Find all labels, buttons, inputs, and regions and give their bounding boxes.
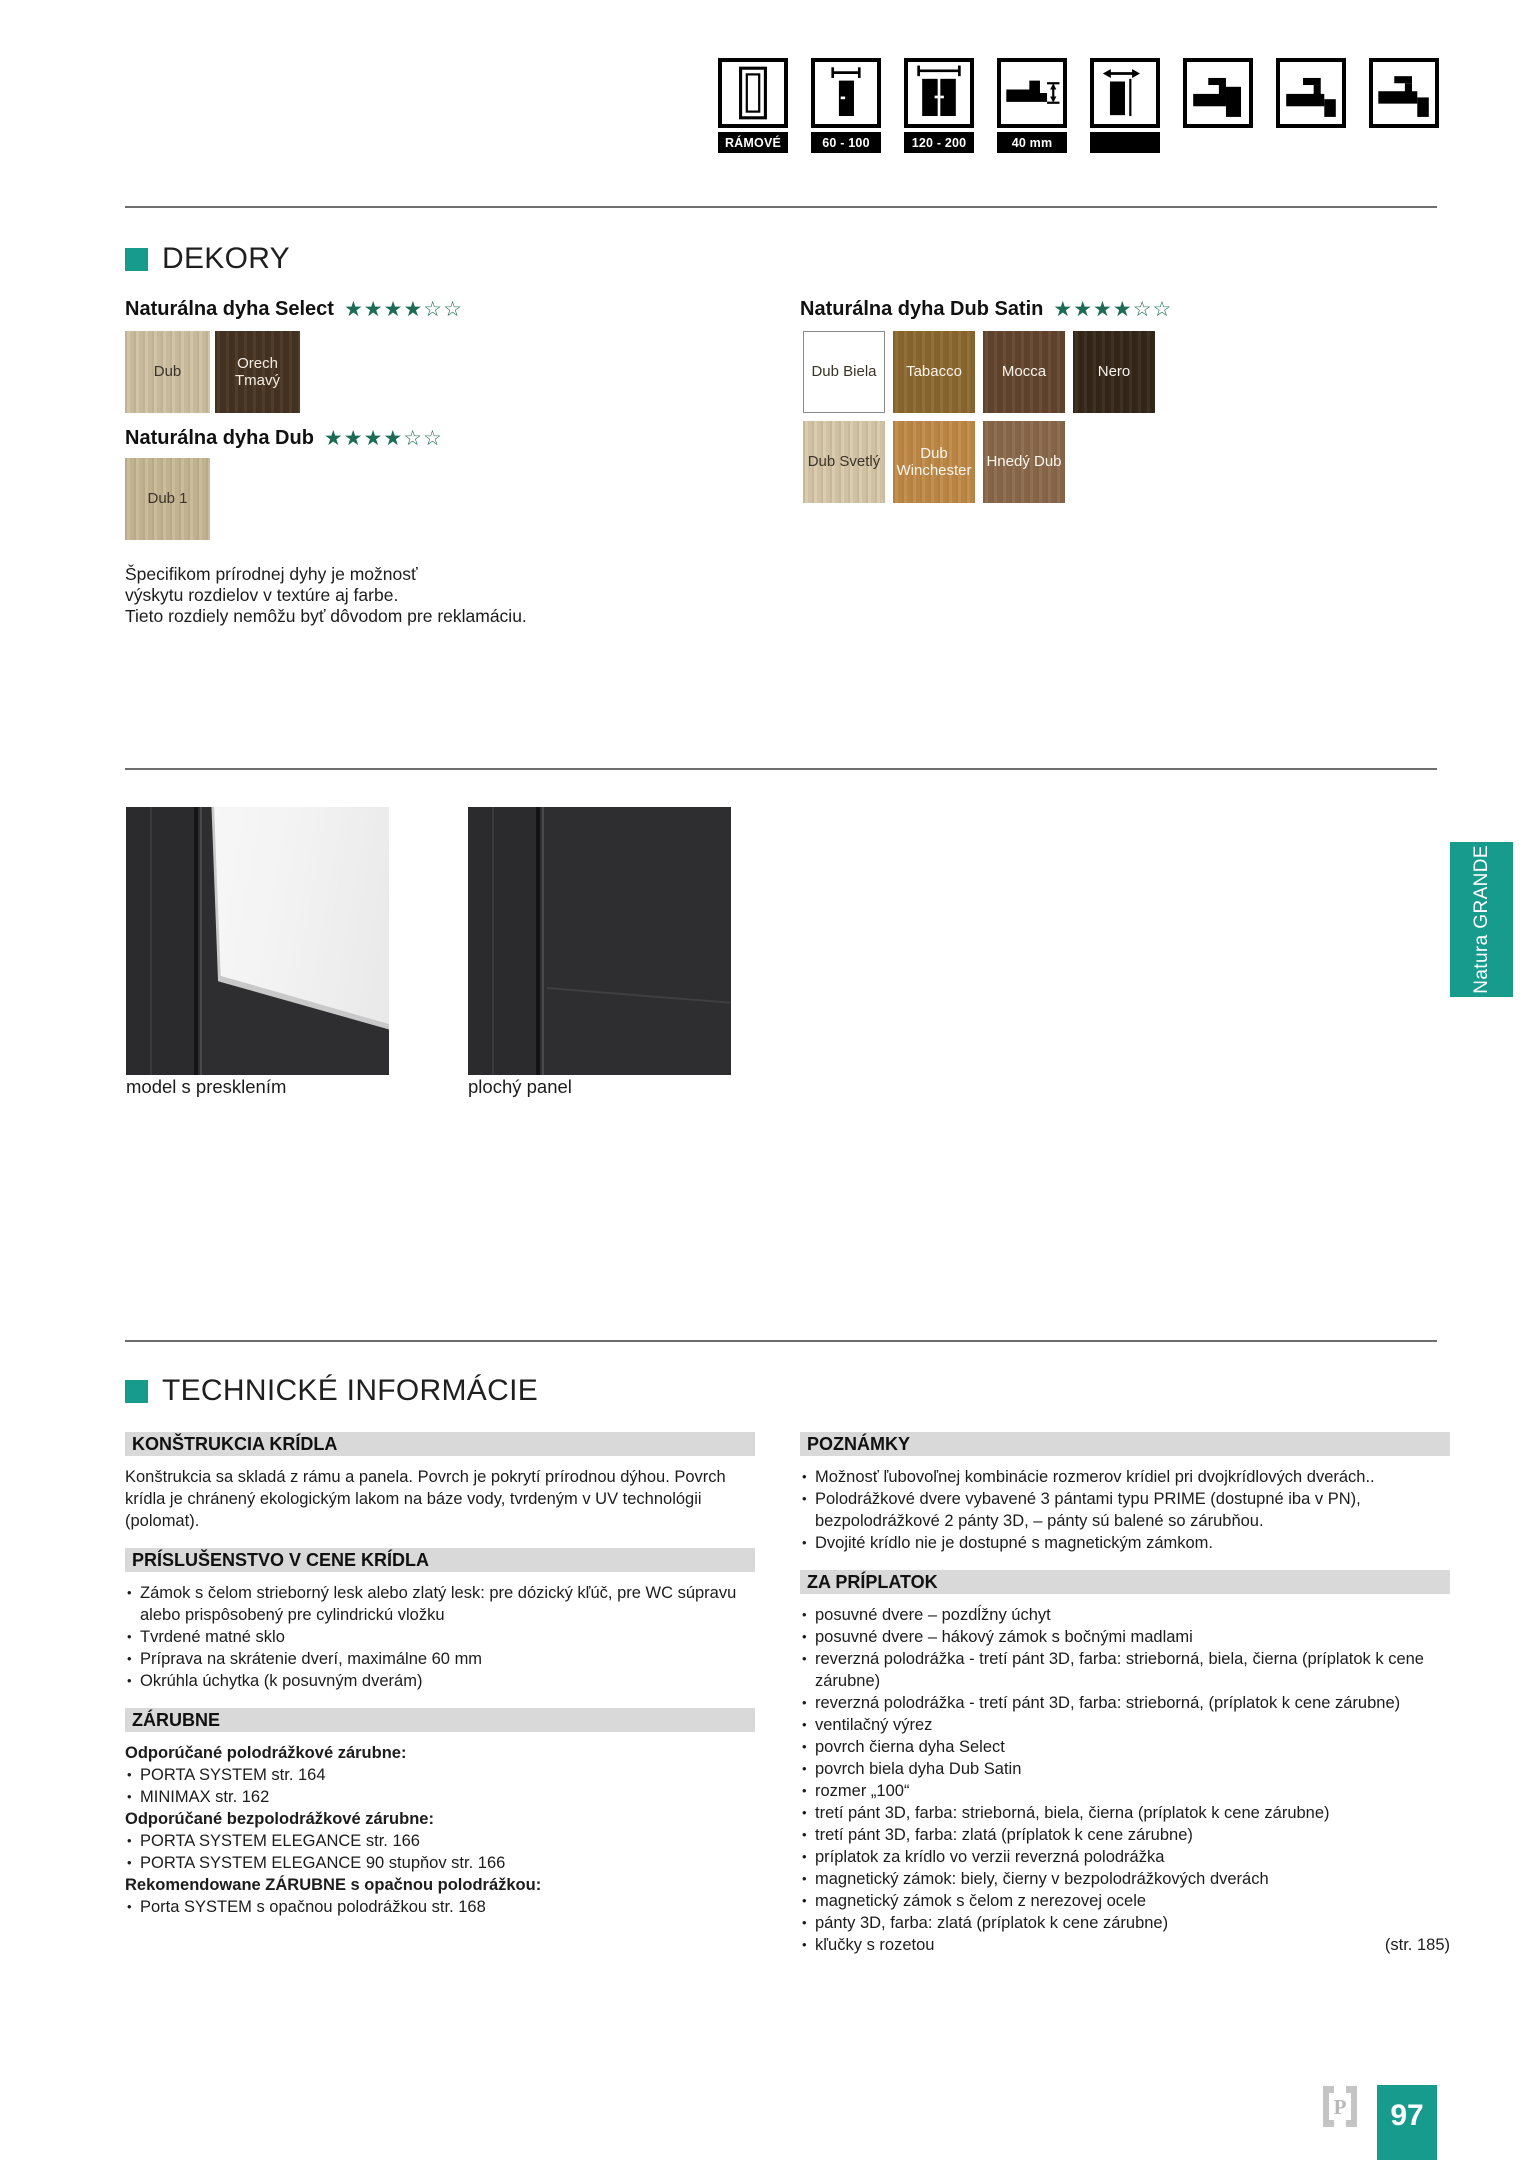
swatch-nero: Nero bbox=[1073, 331, 1155, 413]
subsection-bar: ZA PRÍPLATOK bbox=[800, 1570, 1450, 1594]
photo-flat-panel bbox=[468, 807, 731, 1075]
teal-square-icon bbox=[125, 1380, 148, 1403]
icon-cell bbox=[1090, 58, 1160, 153]
list-item: • povrch čierna dyha Select bbox=[800, 1736, 1450, 1758]
swatch-mocca: Mocca bbox=[983, 331, 1065, 413]
svg-text:P: P bbox=[1333, 2095, 1347, 2119]
icon-label: 60 - 100 bbox=[811, 132, 881, 153]
swatch-dub-svetly: Dub Svetlý bbox=[803, 421, 885, 503]
list-item: • tretí pánt 3D, farba: strieborná, biela, čierna (príplatok k cene zárubne) bbox=[800, 1802, 1450, 1824]
star-rating: ★★★★☆☆ bbox=[323, 427, 443, 450]
subsection-bar: POZNÁMKY bbox=[800, 1432, 1450, 1456]
list-item: • Polodrážkové dvere vybavené 3 pántami typu PRIME (dostupné iba v PN), bezpolodrážkové 2 pánty 3D, – pánty sú balené so zárubňou. bbox=[800, 1488, 1450, 1532]
divider bbox=[125, 1340, 1437, 1342]
list-item: • Okrúhla úchytka (k posuvným dverám) bbox=[125, 1670, 755, 1692]
icon-label: 120 - 200 bbox=[904, 132, 974, 153]
group-label-dub bbox=[125, 427, 443, 450]
list-item: • posuvné dvere – pozdĺžny úchyt bbox=[800, 1604, 1450, 1626]
page-reference: (str. 185) bbox=[1384, 1936, 1450, 1954]
list-item: • príplatok za krídlo vo verzii reverzná polodrážka bbox=[800, 1846, 1450, 1868]
list-item: • MINIMAX str. 162 bbox=[125, 1786, 755, 1808]
series-tab-natura-grande: Natura GRANDE bbox=[1450, 842, 1513, 997]
list-item: • PORTA SYSTEM ELEGANCE 90 stupňov str. 166 bbox=[125, 1852, 755, 1874]
single-door-width-icon bbox=[811, 58, 881, 128]
section-title: TECHNICKÉ INFORMÁCIE bbox=[162, 1374, 539, 1407]
list-item: • tretí pánt 3D, farba: zlatá (príplatok k cene zárubne) bbox=[800, 1824, 1450, 1846]
star-rating: ★★★★☆☆ bbox=[343, 298, 463, 321]
bullet-list bbox=[125, 1764, 755, 1808]
group-name: Naturálna dyha Dub Satin bbox=[800, 298, 1044, 320]
list-item: • PORTA SYSTEM ELEGANCE str. 166 bbox=[125, 1830, 755, 1852]
divider bbox=[125, 206, 1437, 208]
list-item: • reverzná polodrážka - tretí pánt 3D, farba: strieborná, (príplatok k cene zárubne) bbox=[800, 1692, 1450, 1714]
bullet-list bbox=[125, 1582, 755, 1692]
divider bbox=[125, 768, 1437, 770]
icon-label: RÁMOVÉ bbox=[718, 132, 788, 153]
subsection-bar: KONŠTRUKCIA KRÍDLA bbox=[125, 1432, 755, 1456]
bullet-list bbox=[800, 1604, 1450, 1956]
subsection-bar: PRÍSLUŠENSTVO V CENE KRÍDLA bbox=[125, 1548, 755, 1572]
dekory-heading bbox=[125, 242, 290, 276]
icon-cell bbox=[718, 58, 788, 153]
list-item: • Tvrdené matné sklo bbox=[125, 1626, 755, 1648]
tech-heading bbox=[125, 1374, 538, 1408]
list-item: • Dvojité krídlo nie je dostupné s magnetickým zámkom. bbox=[800, 1532, 1450, 1554]
list-item: • rozmer „100“ bbox=[800, 1780, 1450, 1802]
rebate-profile-c-icon bbox=[1369, 58, 1439, 128]
icon-label: 40 mm bbox=[997, 132, 1067, 153]
icon-cell bbox=[1369, 58, 1439, 128]
bullet-list bbox=[125, 1830, 755, 1874]
list-item: • posuvné dvere – hákový zámok s bočnými madlami bbox=[800, 1626, 1450, 1648]
group-name: Naturálna dyha Dub bbox=[125, 427, 314, 449]
group-name: Naturálna dyha Select bbox=[125, 298, 334, 320]
swatch-hnedy-dub: Hnedý Dub bbox=[983, 421, 1065, 503]
icon-cell bbox=[811, 58, 881, 153]
photo-caption: model s presklením bbox=[126, 1076, 287, 1097]
list-item: • reverzná polodrážka - tretí pánt 3D, farba: strieborná, biela, čierna (príplatok k cene zárubne) bbox=[800, 1648, 1450, 1692]
star-rating: ★★★★☆☆ bbox=[1053, 298, 1173, 321]
group-label-select bbox=[125, 298, 463, 321]
photo-glazed-model bbox=[126, 807, 389, 1075]
bullet-list bbox=[125, 1896, 755, 1918]
double-door-width-icon bbox=[904, 58, 974, 128]
list-item: • PORTA SYSTEM str. 164 bbox=[125, 1764, 755, 1786]
list-item: • ventilačný výrez bbox=[800, 1714, 1450, 1736]
subhead: Rekomendowane ZÁRUBNE s opačnou polodrážkou: bbox=[125, 1876, 542, 1894]
teal-square-icon bbox=[125, 248, 148, 271]
section-title: DEKORY bbox=[162, 242, 290, 275]
list-item: • Príprava na skrátenie dverí, maximálne 60 mm bbox=[125, 1648, 755, 1670]
page-number-badge: 97 bbox=[1377, 2085, 1437, 2160]
group-label-dub-satin bbox=[800, 298, 1172, 321]
icon-cell bbox=[997, 58, 1067, 153]
bullet-list bbox=[800, 1466, 1450, 1554]
rebate-profile-b-icon bbox=[1276, 58, 1346, 128]
sliding-door-icon bbox=[1090, 58, 1160, 128]
swatch-orech-tmavy: Orech Tmavý bbox=[215, 331, 300, 413]
paragraph: Konštrukcia sa skladá z rámu a panela. Povrch je pokrytí prírodnou dýhou. Povrch krídla je chránený ekologickým lakom na báze vody, tvrdeným v UV technológii (polomat). bbox=[125, 1468, 726, 1530]
subhead: Odporúčané bezpolodrážkové zárubne: bbox=[125, 1810, 434, 1828]
porta-logo bbox=[1320, 2083, 1360, 2130]
list-item: • Možnosť ľubovoľnej kombinácie rozmerov krídiel pri dvojkrídlových dverách.. bbox=[800, 1466, 1450, 1488]
list-item: • magnetický zámok s čelom z nerezovej ocele bbox=[800, 1890, 1450, 1912]
door-frame-icon bbox=[718, 58, 788, 128]
door-thickness-icon bbox=[997, 58, 1067, 128]
swatch-tabacco: Tabacco bbox=[893, 331, 975, 413]
list-item-with-page-ref: • kľučky s rozetou (str. 185) bbox=[800, 1934, 1450, 1956]
icon-cell bbox=[1276, 58, 1346, 128]
tech-right-column bbox=[800, 1432, 1450, 1956]
rebate-profile-a-icon bbox=[1183, 58, 1253, 128]
list-item: • povrch biela dyha Dub Satin bbox=[800, 1758, 1450, 1780]
list-item: • magnetický zámok: biely, čierny v bezpolodrážkových dverách bbox=[800, 1868, 1450, 1890]
swatch-dub-1: Dub 1 bbox=[125, 458, 210, 540]
veneer-note: Špecifikom prírodnej dyhy je možnosť výskytu rozdielov v textúre aj farbe. Tieto rozdiely nemôžu byť dôvodom pre reklamáciu. bbox=[125, 564, 527, 626]
photo-caption: plochý panel bbox=[468, 1076, 572, 1097]
subhead: Odporúčané polodrážkové zárubne: bbox=[125, 1744, 407, 1762]
swatch-dub-biela: Dub Biela bbox=[803, 331, 885, 413]
icon-label bbox=[1090, 132, 1160, 153]
icon-cell bbox=[904, 58, 974, 153]
list-item: • Zámok s čelom strieborný lesk alebo zlatý lesk: pre dózický kľúč, pre WC súpravu alebo prispôsobený pre cylindrickú vložku bbox=[125, 1582, 755, 1626]
list-item: • pánty 3D, farba: zlatá (príplatok k cene zárubne) bbox=[800, 1912, 1450, 1934]
swatch-dub-winchester: Dub Winchester bbox=[893, 421, 975, 503]
tech-left-column bbox=[125, 1432, 755, 1918]
subsection-bar: ZÁRUBNE bbox=[125, 1708, 755, 1732]
swatch-dub: Dub bbox=[125, 331, 210, 413]
icon-cell bbox=[1183, 58, 1253, 128]
list-item: • Porta SYSTEM s opačnou polodrážkou str. 168 bbox=[125, 1896, 755, 1918]
